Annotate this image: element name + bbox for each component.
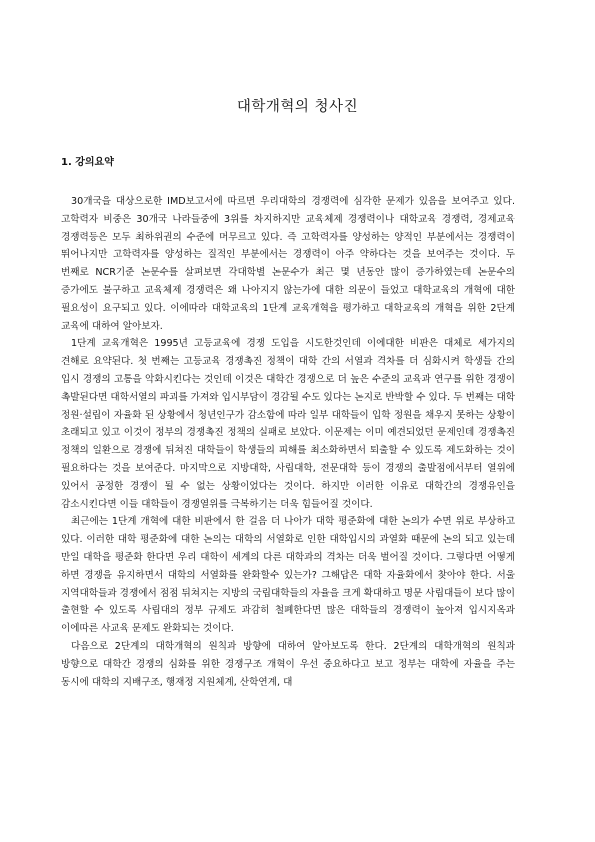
page-title: 대학개혁의 청사진 [236, 99, 359, 115]
paragraph: 다음으로 2단계의 대학개혁의 원칙과 방향에 대하여 알아보도록 한다. 2단계의 대학개혁의 원칙과 방향으로 대학간 경쟁의 심화를 위한 경쟁구조 개혁이 우선 중요하다고 보고 정부는 대학에 자율을 주는 동시에 대학의 지배구조, 행재정 지원체계, 산학연계, 대 [61, 640, 515, 688]
paragraph: 1단계 교육개혁은 1995년 고등교육에 경쟁 도입을 시도한것인데 이에대한 비판은 대체로 세가지의 견해로 요약된다. 첫 번째는 고등교육 경쟁촉진 정책이 대학 간의 서열과 격차를 더 심화시켜 학생들 간의 입시 경쟁의 고통을 악화시킨다는 것인데 이것은 대학간 경쟁으로 더 높은 수준의 교육과 연구를 위한 경쟁이 촉발된다면 대학서열의 파괴를 가져와 입시부담이 경감될 수도 있다는 논지로 반박할 수 있다. 두 번째는 대학 정원·설립이 자율화 된 상황에서 청년인구가 감소함에 따라 일부 대학들이 입학 정원을 채우지 못하는 상황이 초래되고 있고 이것이 정부의 경쟁촉진 정책의 실패로 보았다. 이문제는 이미 예견되었던 문제인데 경쟁촉진 정책의 일환으로 경쟁에 뒤쳐진 대학들이 학생들의 피해를 최소화하면서 퇴출할 수 있도록 제도화하는 것이 필요하다는 것을 보여준다. 마지막으로 지방대학, 사립대학, 전문대학 등이 경쟁의 출발점에서부터 열위에 있어서 공정한 경쟁이 될 수 없는 상황이었다는 것이다. 하지만 이러한 이유로 대학간의 경쟁유인을 감소시킨다면 이들 대학들이 경쟁열위를 극복하기는 더욱 힘들어질 것이다. [61, 338, 515, 510]
paragraph: 30개국을 대상으로한 IMD보고서에 따르면 우리대학의 경쟁력에 심각한 문제가 있음을 보여주고 있다. 고학력자 비중은 30개국 나라들중에 3위를 차지하지만 교육체제 경쟁력이나 대학교육 경쟁력, 경제교육 경쟁력등은 모두 최하위권의 수준에 머무르고 있다. 즉 고학력자를 양성하는 양적인 부분에서는 경쟁력이 뛰어나지만 고학력자를 양성하는 질적인 부분에서는 경쟁력이 아주 약하다는 것을 보여주는 것이다. 두 번째로 NCR기준 논문수를 살펴보면 각대학별 논문수가 최근 몇 년동안 많이 증가하였는데 논문수의 증가에도 불구하고 교육체제 경쟁력은 왜 나아지지 않는가에 대한 의문이 들었고 대학교육의 개혁에 대한 필요성이 요구되고 있다. 이에따라 대학교육의 1단계 교육개혁을 평가하고 대학교육의 개혁을 위한 2단계 교육에 대하여 알아보자. [61, 196, 515, 332]
paragraph: 최근에는 1단계 개혁에 대한 비판에서 한 걸음 더 나아가 대학 평준화에 대한 논의가 수면 위로 부상하고 있다. 이러한 대학 평준화에 대한 논의는 대학의 서열화로 인한 대학입시의 과열화 때문에 논의 되고 있는데 만일 대학을 평준화 한다면 우리 대학이 세계의 다른 대학과의 격차는 더욱 벌어질 것이다. 그렇다면 어떻게 하면 경쟁을 유지하면서 대학의 서열화를 완화할수 있는가? 그해답은 대학 자율화에서 찾아야 한다. 서울 지역대학들과 경쟁에서 점점 뒤쳐지는 지방의 국립대학들의 자율을 크게 확대하고 명문 사립대들이 보다 많이 출현할 수 있도록 사립대의 정부 규제도 과감히 철폐한다면 많은 대학들의 경쟁력이 높아져 입시지옥과 이에따른 사교육 문제도 완화되는 것이다. [61, 516, 515, 635]
body-text [61, 193, 515, 691]
section-heading: 1. 강의요약 [61, 157, 114, 168]
